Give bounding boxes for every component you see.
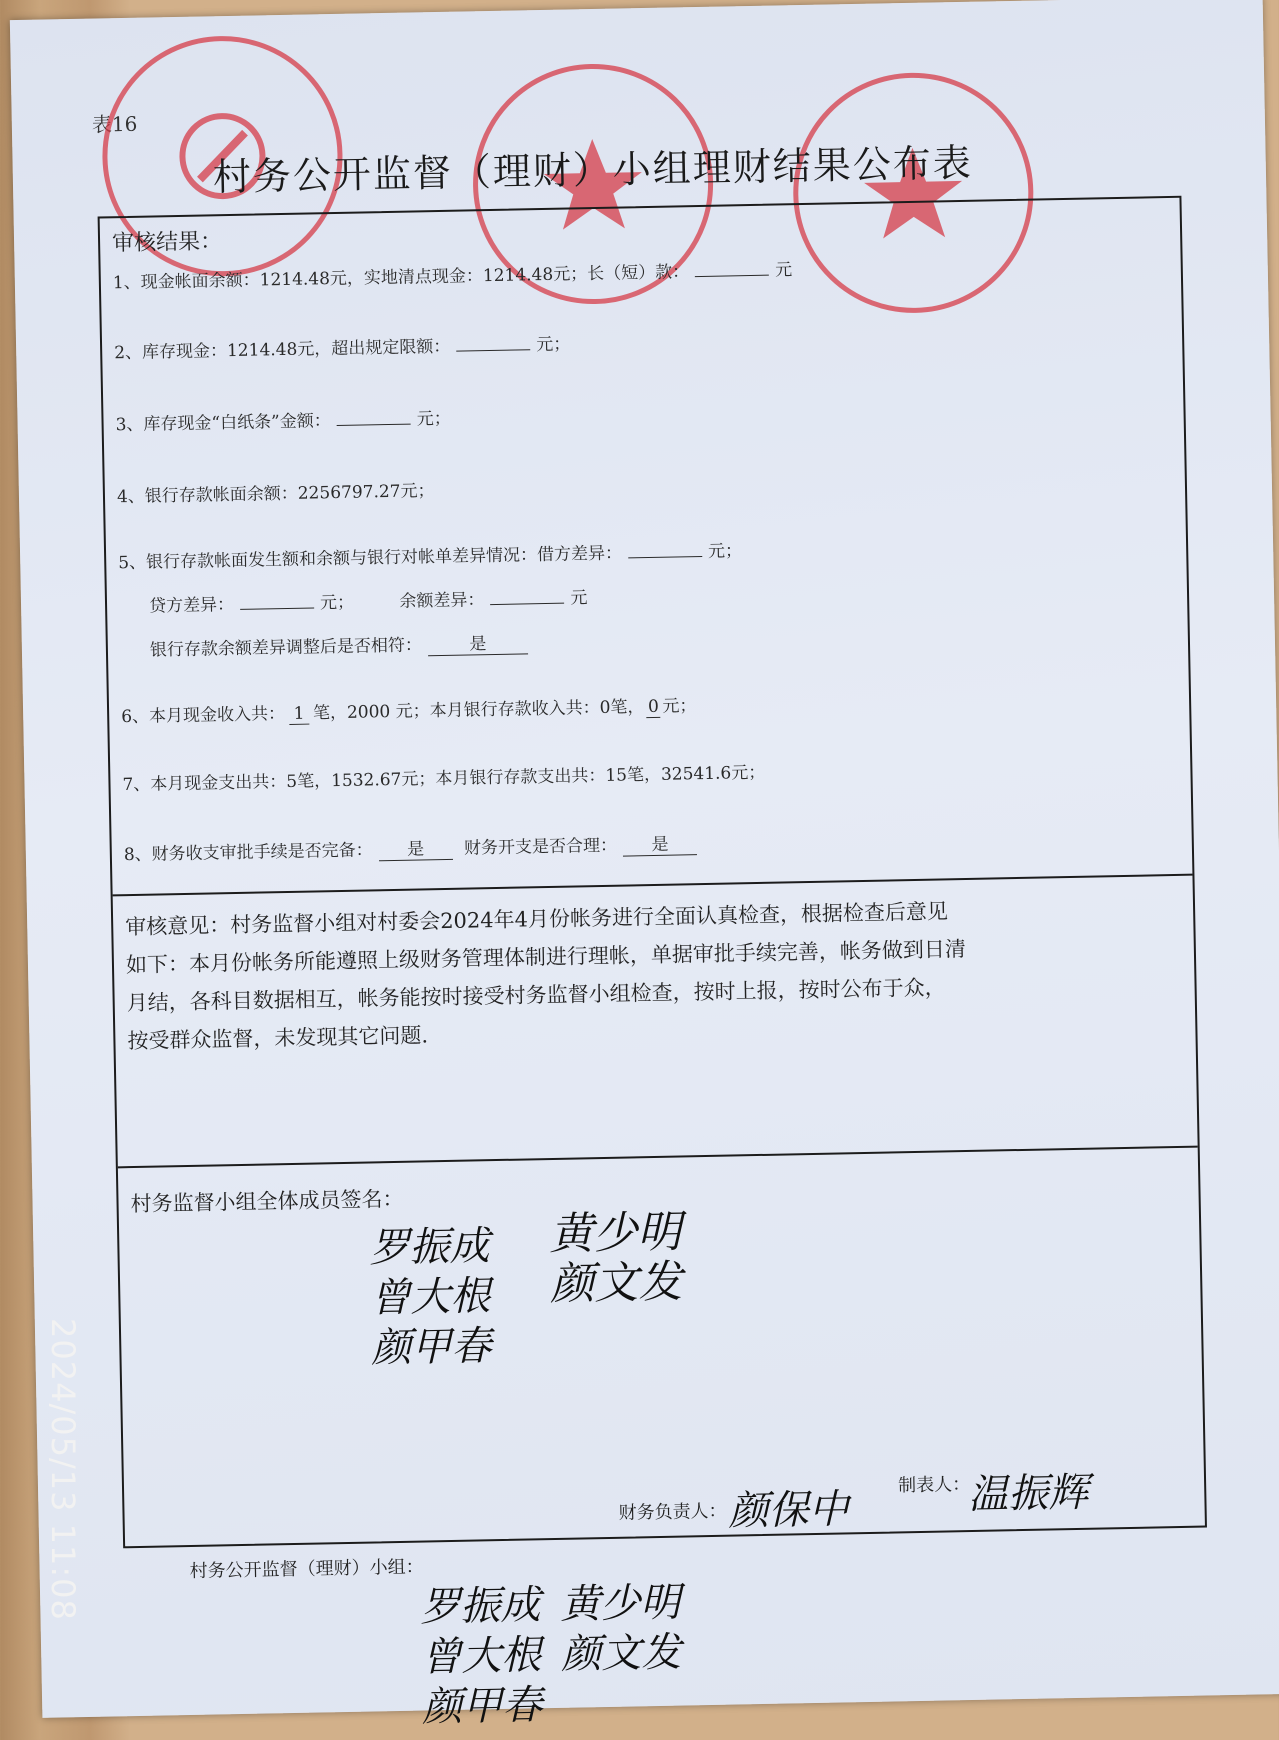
blank-field <box>491 603 565 605</box>
item-6: 6、本月现金收入共： 1 笔，2000 元；本月银行存款收入共：0笔， 0 元； <box>121 696 697 728</box>
approval-value: 是 <box>378 834 452 861</box>
amount-value: 0 <box>647 696 660 718</box>
blank-field <box>337 424 411 426</box>
item-5: 5、银行存款帐面发生额和余额与银行对帐单差异情况：借方差异： 元； <box>118 541 743 574</box>
report-table <box>98 196 1207 1549</box>
group-label: 村务公开监督（理财）小组： <box>189 1556 424 1583</box>
audit-opinion: 审核意见：村务监督小组对村委会2024年4月份帐务进行全面认真检查，根据检查后意见 如下：本月份帐务所能遵照上级财务管理体制进行理帐，单据审批手续完善，帐务做到日清 月结，各科目数据相互，帐务能按时接受村务监督小组检查，按时上报，按时公布于众， 按受群众监督，未发现其它问题. <box>125 899 967 1054</box>
finance-label: 财务负责人： <box>618 1500 727 1524</box>
blank-field <box>240 607 314 609</box>
blank-field <box>695 275 769 277</box>
reasonable-value: 是 <box>623 829 697 856</box>
group-signatures-left: 罗振成 曾大根 颜甲春 <box>419 1582 543 1731</box>
item-7: 7、本月现金支出共：5笔，1532.67元；本月银行存款支出共：15笔，32541.6元； <box>122 762 766 796</box>
count-value: 1 <box>289 704 309 725</box>
match-value: 是 <box>428 628 528 656</box>
item-4: 4、银行存款帐面余额：2256797.27元； <box>116 481 435 508</box>
signatures-label: 村务监督小组全体成员签名： <box>130 1186 404 1217</box>
photo-timestamp: 2024/05/13 11:08 <box>44 1318 82 1621</box>
item-1: 1、现金帐面余额：1214.48元，实地清点现金：1214.48元；长（短）款： 元 <box>112 260 793 294</box>
item-2: 2、库存现金：1214.48元，超出规定限额： 元； <box>114 334 571 364</box>
audit-results-label: 审核结果： <box>111 229 223 257</box>
section-divider <box>118 1146 1198 1169</box>
item-5-match: 银行存款余额差异调整后是否相符： 是 <box>150 628 534 661</box>
page-title: 村务公开监督（理财）小组理财结果公布表 <box>212 140 974 200</box>
item-3: 3、库存现金“白纸条”金额： 元； <box>115 408 451 436</box>
blank-field <box>628 556 702 558</box>
maker-label: 制表人： <box>897 1474 971 1497</box>
maker-signature: 温振辉 <box>967 1469 1089 1519</box>
member-signatures-left: 罗振成 曾大根 颜甲春 <box>369 1223 492 1372</box>
member-signatures-right: 黄少明 颜文发 <box>548 1206 683 1311</box>
item-5-credit: 贷方差异： 元； 余额差异： 元 <box>148 588 588 617</box>
blank-field <box>456 349 530 351</box>
finance-signature: 颜保中 <box>728 1486 850 1535</box>
item-8: 8、财务收支审批手续是否完备： 是 财务开支是否合理： 是 <box>124 829 704 866</box>
document-sheet <box>10 0 1279 1731</box>
group-signatures-right: 黄少明 颜文发 <box>559 1579 682 1678</box>
sheet-number: 表16 <box>91 111 138 137</box>
